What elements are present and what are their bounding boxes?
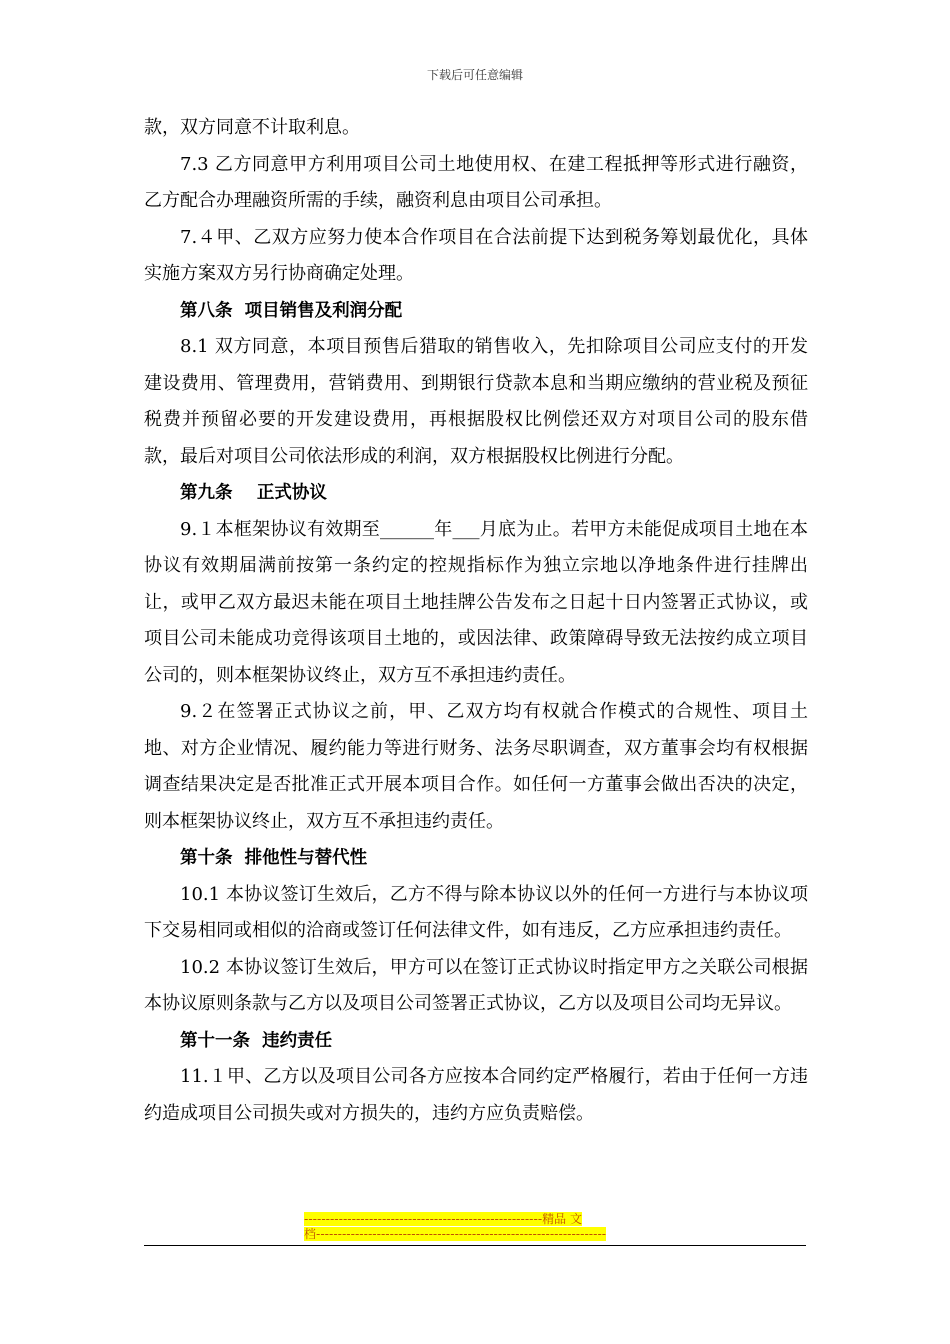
paragraph-7-4: 7.４甲、乙双方应努力使本合作项目在合法前提下达到税务筹划最优化，具体实施方案双方另行协商确定处理。 xyxy=(144,226,808,284)
page-header: 下载后可任意编辑 xyxy=(426,68,523,82)
page-footer xyxy=(304,1212,648,1242)
heading-article-9: 第九条 正式协议 xyxy=(180,483,327,503)
paragraph-9-2: 9.２在签署正式协议之前，甲、乙双方均有权就合作模式的合规性、项目土地、对方企业情况、履约能力等进行财务、法务尽职调查，双方董事会均有权根据调查结果决定是否批准正式开展本项目合作。如任何一方董事会做出否决的决定，则本框架协议终止，双方互不承担违约责任。 xyxy=(144,701,808,832)
paragraph-8-1: 8.1 双方同意，本项目预售后猎取的销售收入，先扣除项目公司应支付的开发建设费用、管理费用，营销费用、到期银行贷款本息和当期应缴纳的营业税及预征税费并预留必要的开发建设费用，再根据股权比例偿还双方对项目公司的股东借款，最后对项目公司依法形成的利润，双方根据股权比例进行分配。 xyxy=(144,336,808,467)
document-body xyxy=(144,110,808,1132)
footer-text-2: 档------------------------------------------------------------------- xyxy=(304,1227,607,1241)
footer-line-2 xyxy=(304,1227,648,1242)
footer-text-1: -------------------------------------------------------精品 文 xyxy=(304,1212,582,1226)
paragraph-10-2: 10.2 本协议签订生效后，甲方可以在签订正式协议时指定甲方之关联公司根据本协议原则条款与乙方以及项目公司签署正式协议，乙方以及项目公司均无异议。 xyxy=(144,956,808,1014)
footer-divider xyxy=(144,1245,806,1246)
paragraph-7-3: 7.3 乙方同意甲方利用项目公司土地使用权、在建工程抵押等形式进行融资，乙方配合办理融资所需的手续，融资利息由项目公司承担。 xyxy=(144,153,808,211)
heading-article-11: 第十一条 违约责任 xyxy=(180,1030,333,1051)
paragraph-7-2-tail: 款，双方同意不计取利息。 xyxy=(144,117,360,138)
heading-article-8: 第八条 项目销售及利润分配 xyxy=(180,300,403,321)
paragraph-9-1: 9.１本框架协议有效期至______年___月底为止。若甲方未能促成项目土地在本协议有效期届满前按第一条约定的控规指标作为独立宗地以净地条件进行挂牌出让，或甲乙双方最迟未能在项目土地挂牌公告发布之日起十日内签署正式协议，或项目公司未能成功竞得该项目土地的，或因法律、政策障碍导致无法按约成立项目公司的，则本框架协议终止，双方互不承担违约责任。 xyxy=(144,518,808,686)
paragraph-10-1: 10.1 本协议签订生效后，乙方不得与除本协议以外的任何一方进行与本协议项下交易相同或相似的洽商或签订任何法律文件，如有违反，乙方应承担违约责任。 xyxy=(144,883,808,941)
paragraph-11-1: 11.１甲、乙方以及项目公司各方应按本合同约定严格履行，若由于任何一方违约造成项目公司损失或对方损失的，违约方应负责赔偿。 xyxy=(144,1066,808,1124)
footer-line-1 xyxy=(304,1212,648,1227)
heading-article-10: 第十条 排他性与替代性 xyxy=(180,848,368,868)
